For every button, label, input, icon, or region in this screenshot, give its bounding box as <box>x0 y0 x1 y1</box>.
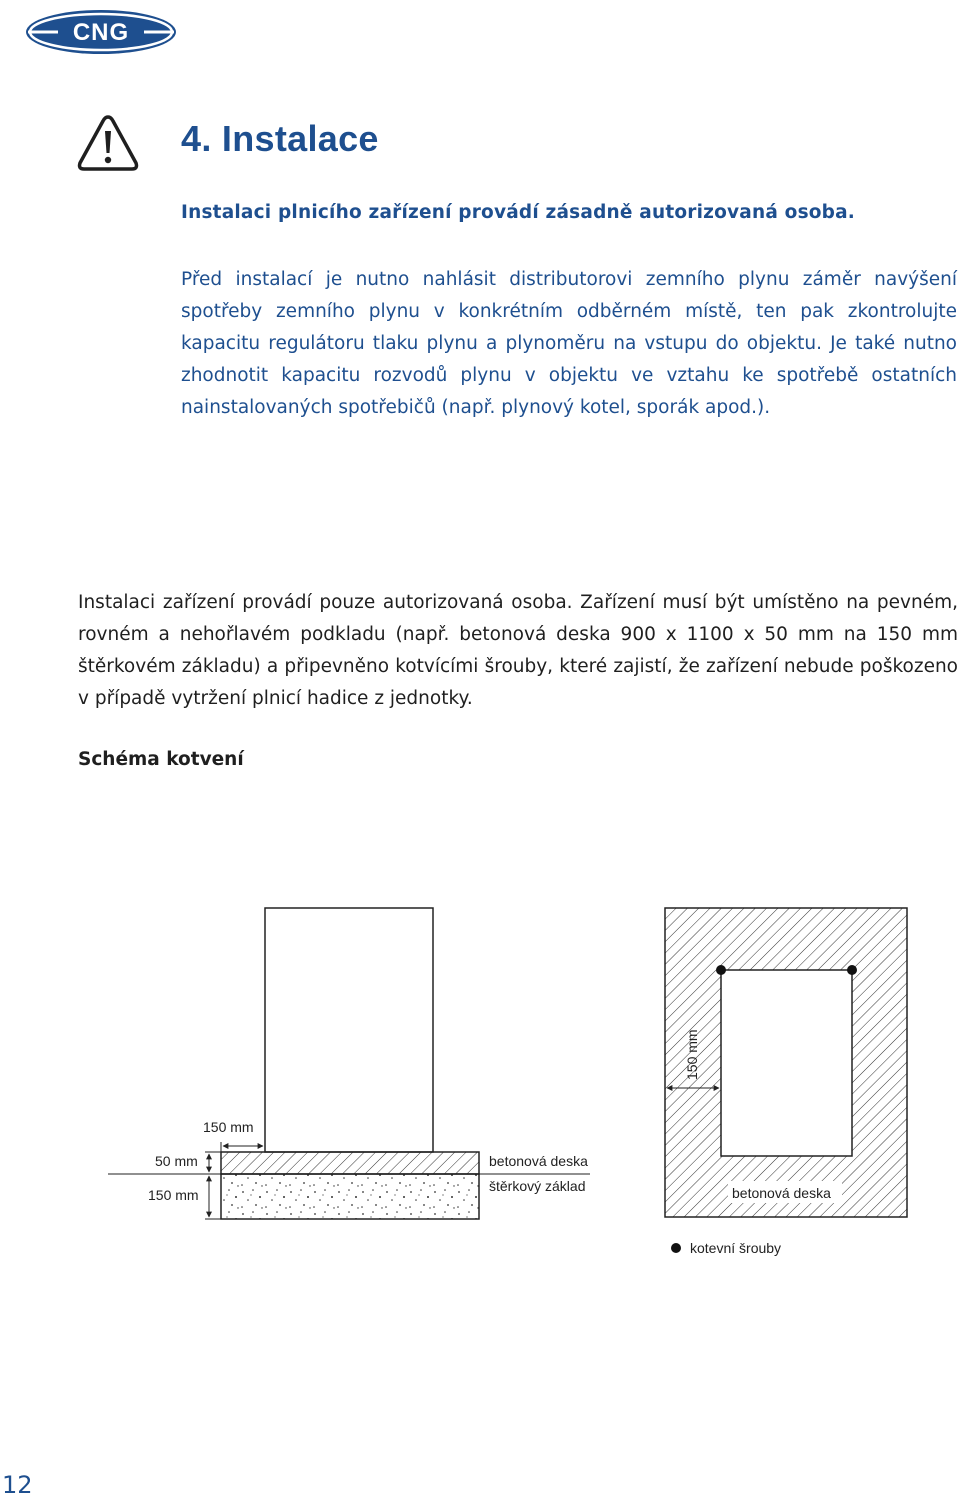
page-title: 4. Instalace <box>181 118 379 159</box>
anchor-bolt <box>847 965 857 975</box>
schema-title: Schéma kotvení <box>78 749 244 770</box>
device-body <box>265 908 433 1152</box>
legend-bolts-label: kotevní šrouby <box>690 1240 782 1256</box>
concrete-slab <box>221 1152 479 1174</box>
dim-gravel-label: 150 mm <box>148 1187 199 1203</box>
paragraph-prerequisites: Před instalací je nutno nahlásit distributorovi zemního plynu záměr navýšení spotřeby zemního plynu v konkrétním odběrném místě, ten pak zkontrolujte kapacitu regulátoru tlaku plynu a plynoměru na vstupu do objektu. Je také nutno zhodnotit kapacitu rozvodů plynu v objektu ve vztahu ke spotřebě ostatních nainstalovaných spotřebičů (např. plynový kotel, sporák apod.). <box>181 269 957 418</box>
page-number: 12 <box>2 1471 33 1499</box>
label-gravel-base: štěrkový základ <box>489 1178 586 1194</box>
top-label-concrete-slab: betonová deska <box>732 1185 831 1201</box>
top-dim-offset-label: 150 mm <box>684 1029 700 1080</box>
logo-text: CNG <box>72 19 130 46</box>
legend-bolt-marker <box>671 1243 681 1253</box>
paragraph-installation: Instalaci zařízení provádí pouze autorizovaná osoba. Zařízení musí být umístěno na pevném, rovném a nehořlavém podkladu (např. betonová deska 900 x 1100 x 50 mm na 150 mm štěrkovém základu) a připevněno kotvícími šrouby, které zajistí, že zařízení nebude poškozeno v případě vytržení plnicí hadice z jednotky. <box>78 592 958 709</box>
label-concrete-slab: betonová deska <box>489 1153 588 1169</box>
cng-logo <box>24 8 179 56</box>
lead-text: Instalaci plnicího zařízení provádí zásadně autorizovaná osoba. <box>181 202 856 223</box>
side-view <box>108 908 590 1219</box>
warning-icon <box>76 113 140 173</box>
top-view <box>665 908 907 1256</box>
dim-slab-label: 50 mm <box>155 1153 198 1169</box>
anchoring-diagram <box>0 880 960 1280</box>
dim-offset-label: 150 mm <box>203 1119 254 1135</box>
anchor-bolt <box>716 965 726 975</box>
gravel-base <box>221 1174 479 1219</box>
top-device-footprint <box>721 970 852 1156</box>
